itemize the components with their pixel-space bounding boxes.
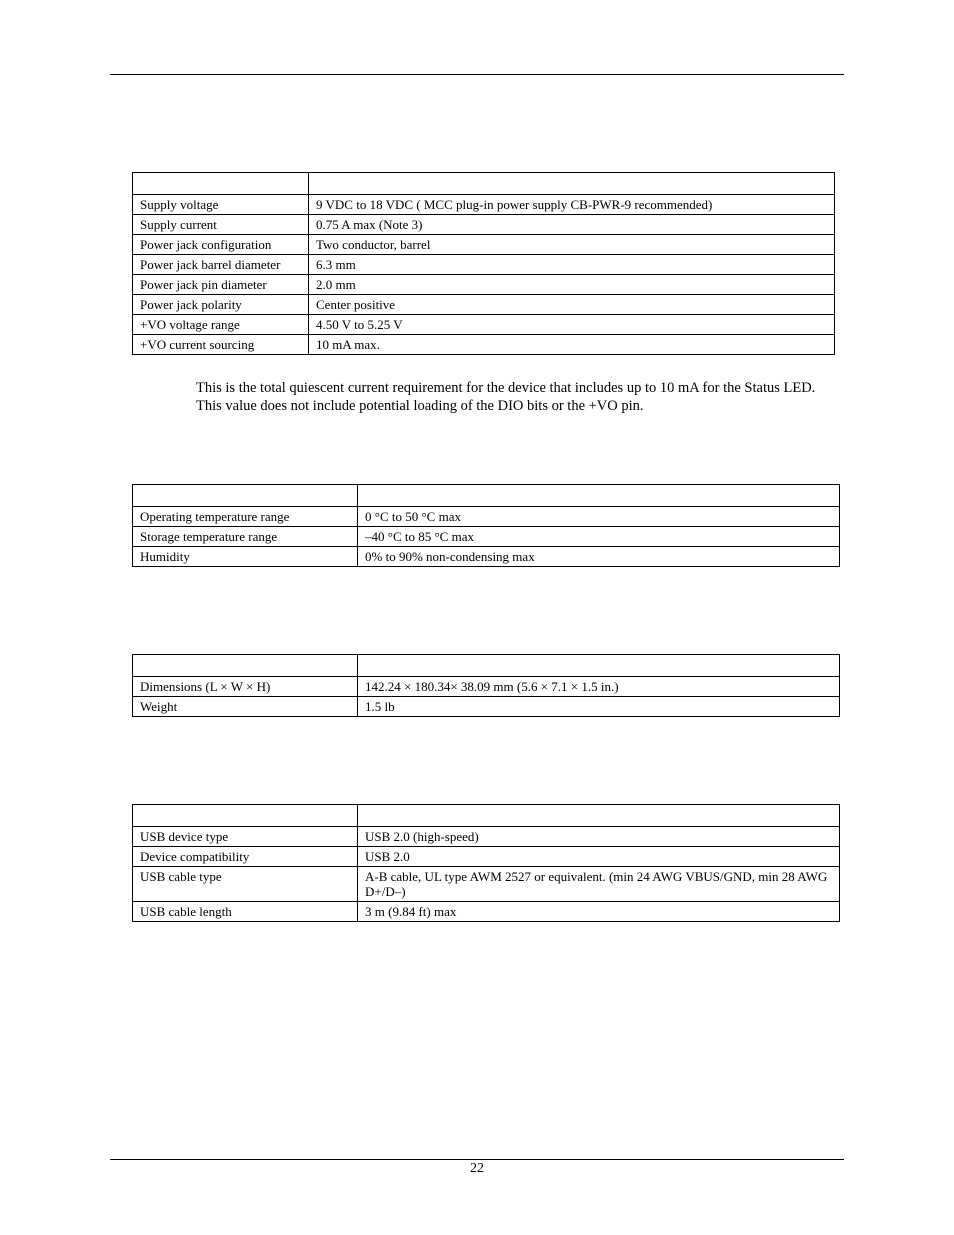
environmental-spec-table [132,484,840,567]
header-cell [133,805,358,827]
table-row [133,255,835,275]
row-label: Power jack pin diameter [133,275,309,295]
row-label: Dimensions (L × W × H) [133,677,358,697]
row-value: Center positive [309,295,835,315]
table-row [133,547,840,567]
power-note: This is the total quiescent current requirement for the device that includes up to 10 mA for the Status LED. This value does not include potential loading of the DIO bits or the +VO pin. [196,379,816,414]
table-row [133,295,835,315]
row-value: 6.3 mm [309,255,835,275]
table-row [133,335,835,355]
row-value: 4.50 V to 5.25 V [309,315,835,335]
row-label: Power jack polarity [133,295,309,315]
row-label: Device compatibility [133,847,358,867]
row-value: 3 m (9.84 ft) max [358,902,840,922]
row-label: Humidity [133,547,358,567]
table-header-row [133,485,840,507]
row-value: –40 °C to 85 °C max [358,527,840,547]
header-cell [133,173,309,195]
table-row [133,195,835,215]
header-cell [358,805,840,827]
row-label: USB cable type [133,867,358,902]
row-value: USB 2.0 (high-speed) [358,827,840,847]
table-header-row [133,655,840,677]
row-label: Weight [133,697,358,717]
header-cell [309,173,835,195]
table-row [133,697,840,717]
table-row [133,827,840,847]
header-rule [110,74,844,75]
row-value: 0% to 90% non-condensing max [358,547,840,567]
row-value: 0.75 A max (Note 3) [309,215,835,235]
row-value: 1.5 lb [358,697,840,717]
row-value: 10 mA max. [309,335,835,355]
table-row [133,847,840,867]
row-value: 9 VDC to 18 VDC ( MCC plug-in power supply CB-PWR-9 recommended) [309,195,835,215]
row-label: Storage temperature range [133,527,358,547]
table-row [133,677,840,697]
table-row [133,215,835,235]
row-label: +VO current sourcing [133,335,309,355]
footer-rule [110,1159,844,1160]
mechanical-spec-table [132,654,840,717]
page-number: 22 [470,1161,484,1176]
row-value: USB 2.0 [358,847,840,867]
row-value: A-B cable, UL type AWM 2527 or equivalent. (min 24 AWG VBUS/GND, min 28 AWG D+/D–) [358,867,840,902]
table-row [133,315,835,335]
table-row [133,235,835,255]
row-label: Supply voltage [133,195,309,215]
header-cell [358,655,840,677]
table-header-row [133,805,840,827]
table-header-row [133,173,835,195]
table-row [133,275,835,295]
header-cell [133,655,358,677]
row-label: Supply current [133,215,309,235]
table-row [133,902,840,922]
row-label: USB device type [133,827,358,847]
row-value: Two conductor, barrel [309,235,835,255]
table-row [133,527,840,547]
row-value: 0 °C to 50 °C max [358,507,840,527]
header-cell [133,485,358,507]
header-cell [358,485,840,507]
row-label: Operating temperature range [133,507,358,527]
table-row [133,507,840,527]
row-label: +VO voltage range [133,315,309,335]
row-label: Power jack barrel diameter [133,255,309,275]
row-value: 2.0 mm [309,275,835,295]
table-row [133,867,840,902]
row-label: USB cable length [133,902,358,922]
row-value: 142.24 × 180.34× 38.09 mm (5.6 × 7.1 × 1.5 in.) [358,677,840,697]
row-label: Power jack configuration [133,235,309,255]
power-spec-table [132,172,835,355]
usb-spec-table [132,804,840,922]
